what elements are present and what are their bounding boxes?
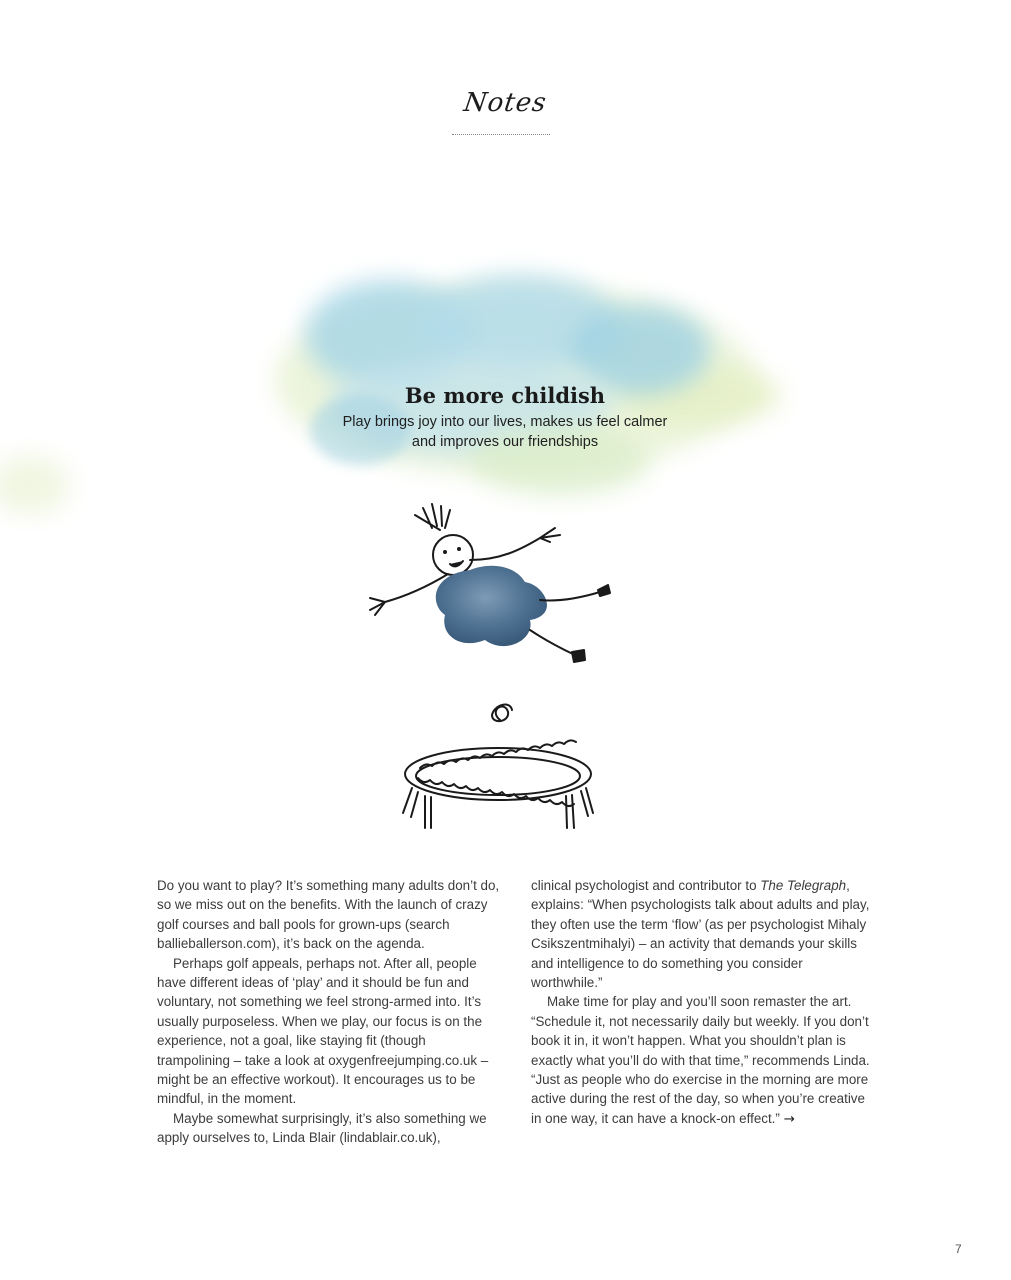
body-paragraph-5: [531, 992, 876, 1129]
girl-on-trampoline-icon: [370, 504, 610, 828]
body-column-left: [157, 876, 502, 1148]
body-paragraph-2: Perhaps golf appeals, perhaps not. After all, people have different ideas of ‘play’ and it should be fun and voluntary, not something we feel strong-armed into. It’s usually purposeless. When we play, our focus is on the experience, not a goal, like staying fit (though trampolining – take a look at oxygenfreejumping.co.uk – might be an effective workout). It encourages us to be mindful, in the moment.: [157, 955, 489, 1107]
section-label-text: Notes: [461, 88, 549, 118]
continue-arrow-icon: →: [783, 1111, 795, 1127]
standfirst-line-1: Play brings joy into our lives, makes us feel calmer: [342, 414, 668, 430]
body-paragraph-1: Do you want to play? It’s something many adults don’t do, so we miss out on the benefits. With the launch of crazy golf courses and ball pools for grown-ups (search ballieballerson.com), it’s back on the agenda.: [157, 878, 500, 952]
section-label: [440, 88, 570, 138]
feature-illustration: [0, 230, 1011, 850]
body-paragraph-4-end: , explains: “When psychologists talk about adults and play, they often use the term ‘flow’ (as per psychologist Mihaly Csikszentmihalyi) – an activity that demands your skills and intelligence to do something you consider worthwhile.”: [531, 878, 870, 991]
headline: Be more childish: [404, 383, 606, 408]
section-label-rule: [452, 134, 550, 135]
body-paragraph-4-start: clinical psychologist and contributor to: [531, 878, 761, 893]
body-column-right: [531, 876, 876, 1129]
body-paragraph-4: [531, 876, 876, 992]
standfirst-line-2: and improves our friendships: [411, 434, 599, 450]
body-paragraph-3: Maybe somewhat surprisingly, it’s also something we apply ourselves to, Linda Blair (lindablair.co.uk),: [157, 1110, 487, 1146]
page-number: 7: [955, 1242, 962, 1256]
standfirst: [280, 412, 730, 452]
publication-name: The Telegraph: [760, 878, 847, 893]
feature-header: [280, 383, 730, 452]
body-paragraph-5-text: Make time for play and you’ll soon remaster the art. “Schedule it, not necessarily daily but weekly. If you don’t book it in, it won’t happen. What you shouldn’t plan is exactly what you’ll do with that time,” recommends Linda. “Just as people who do exercise in the morning are more active during the rest of the day, so when you’re creative in one way, it can have a knock-on effect.”: [531, 994, 870, 1126]
